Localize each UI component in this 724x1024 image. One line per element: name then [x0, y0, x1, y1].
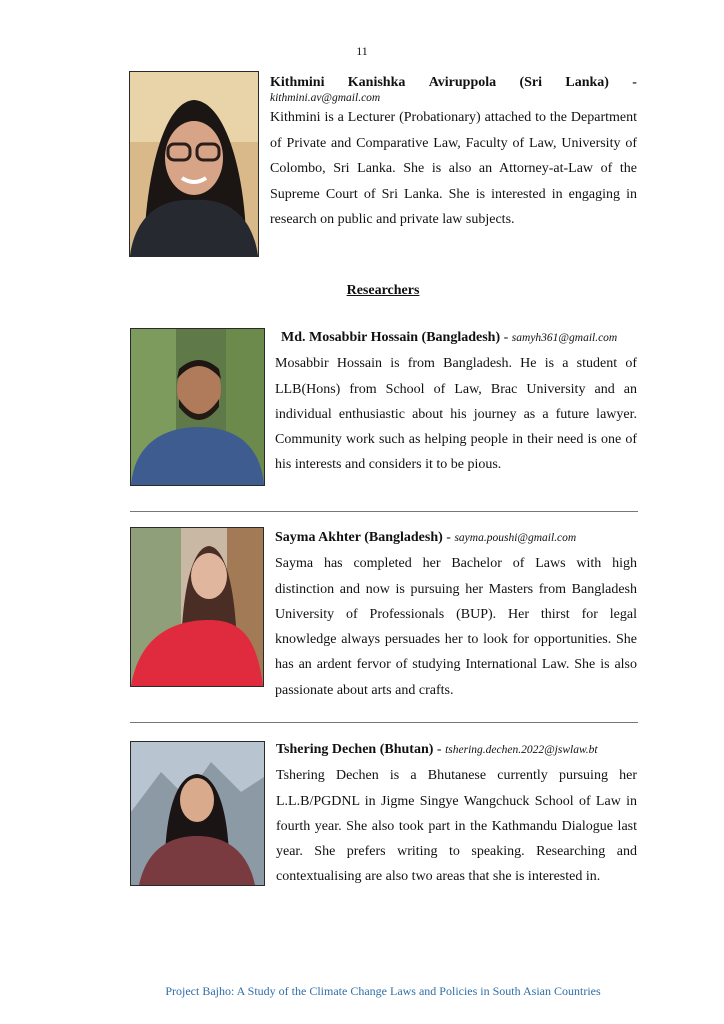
- name-word: Kithmini: [270, 75, 325, 90]
- profile-tshering: [276, 737, 637, 890]
- name-separator: -: [433, 742, 446, 757]
- name-separator: -: [442, 530, 455, 545]
- profile-bio-mosabbir: Mosabbir Hossain is from Bangladesh. He is a student of LLB(Hons) from School of Law, Brac University and an individual enthusiastic about his journey as a future lawyer. Community work such as helping people in their need is one of his interests and considers it to be pious.: [275, 356, 637, 473]
- section-divider: [130, 722, 638, 723]
- profile-kithmini: [270, 72, 637, 233]
- profile-bio-tshering: Tshering Dechen is a Bhutanese currently pursuing her L.L.B/PGDNL in Jigme Singye Wangchuck School of Law in fourth year. She also took part in the Kathmandu Dialogue last year. She prefers writing to speaking. Researching and contextualising are also two areas that she is interested in.: [276, 768, 637, 885]
- name-word: Lanka): [565, 75, 609, 90]
- profile-photo-tshering: [130, 741, 265, 886]
- email-link-mosabbir[interactable]: samyh361@gmail.com: [511, 332, 618, 344]
- profile-name-kithmini: [270, 74, 637, 92]
- profile-photo-sayma: [130, 527, 264, 687]
- section-divider: [130, 511, 638, 512]
- email-link-tshering[interactable]: tshering.dechen.2022@jswlaw.bt: [445, 744, 598, 756]
- profile-name-sayma: Sayma Akhter (Bangladesh): [275, 530, 443, 545]
- name-word: Aviruppola: [428, 75, 497, 90]
- name-word: -: [632, 75, 637, 90]
- name-separator: -: [500, 330, 512, 345]
- profile-name-tshering: Tshering Dechen (Bhutan): [276, 742, 434, 757]
- profile-bio-kithmini: Kithmini is a Lecturer (Probationary) attached to the Department of Private and Comparative Law, Faculty of Law, University of Colombo, Sri Lanka. She is also an Attorney-at-Law of the Supreme Court of Sri Lanka. She is interested in engaging in research on public and private law subjects.: [270, 110, 637, 227]
- profile-bio-sayma: Sayma has completed her Bachelor of Laws with high distinction and now is pursuing her Masters from Bangladesh University of Professionals (BUP). Her thirst for legal knowledge always persuades her to look for opportunities. She has an ardent fervor of studying International Law. She is also passionate about arts and crafts.: [275, 556, 637, 698]
- name-word: (Sri: [519, 75, 543, 90]
- profile-mosabbir: [275, 325, 637, 478]
- name-word: Kanishka: [347, 75, 406, 90]
- email-link-kithmini[interactable]: kithmini.av@gmail.com: [270, 92, 381, 104]
- page-number: 11: [356, 44, 368, 58]
- profile-name-mosabbir: Md. Mosabbir Hossain (Bangladesh): [281, 330, 501, 345]
- profile-photo-mosabbir: [130, 328, 265, 486]
- email-link-sayma[interactable]: sayma.poushi@gmail.com: [454, 532, 577, 544]
- profile-photo-kithmini: [129, 71, 259, 257]
- profile-sayma: [275, 525, 637, 703]
- page-footer: Project Bajho: A Study of the Climate Change Laws and Policies in South Asian Countries: [165, 984, 601, 998]
- section-title-researchers: Researchers: [346, 283, 420, 298]
